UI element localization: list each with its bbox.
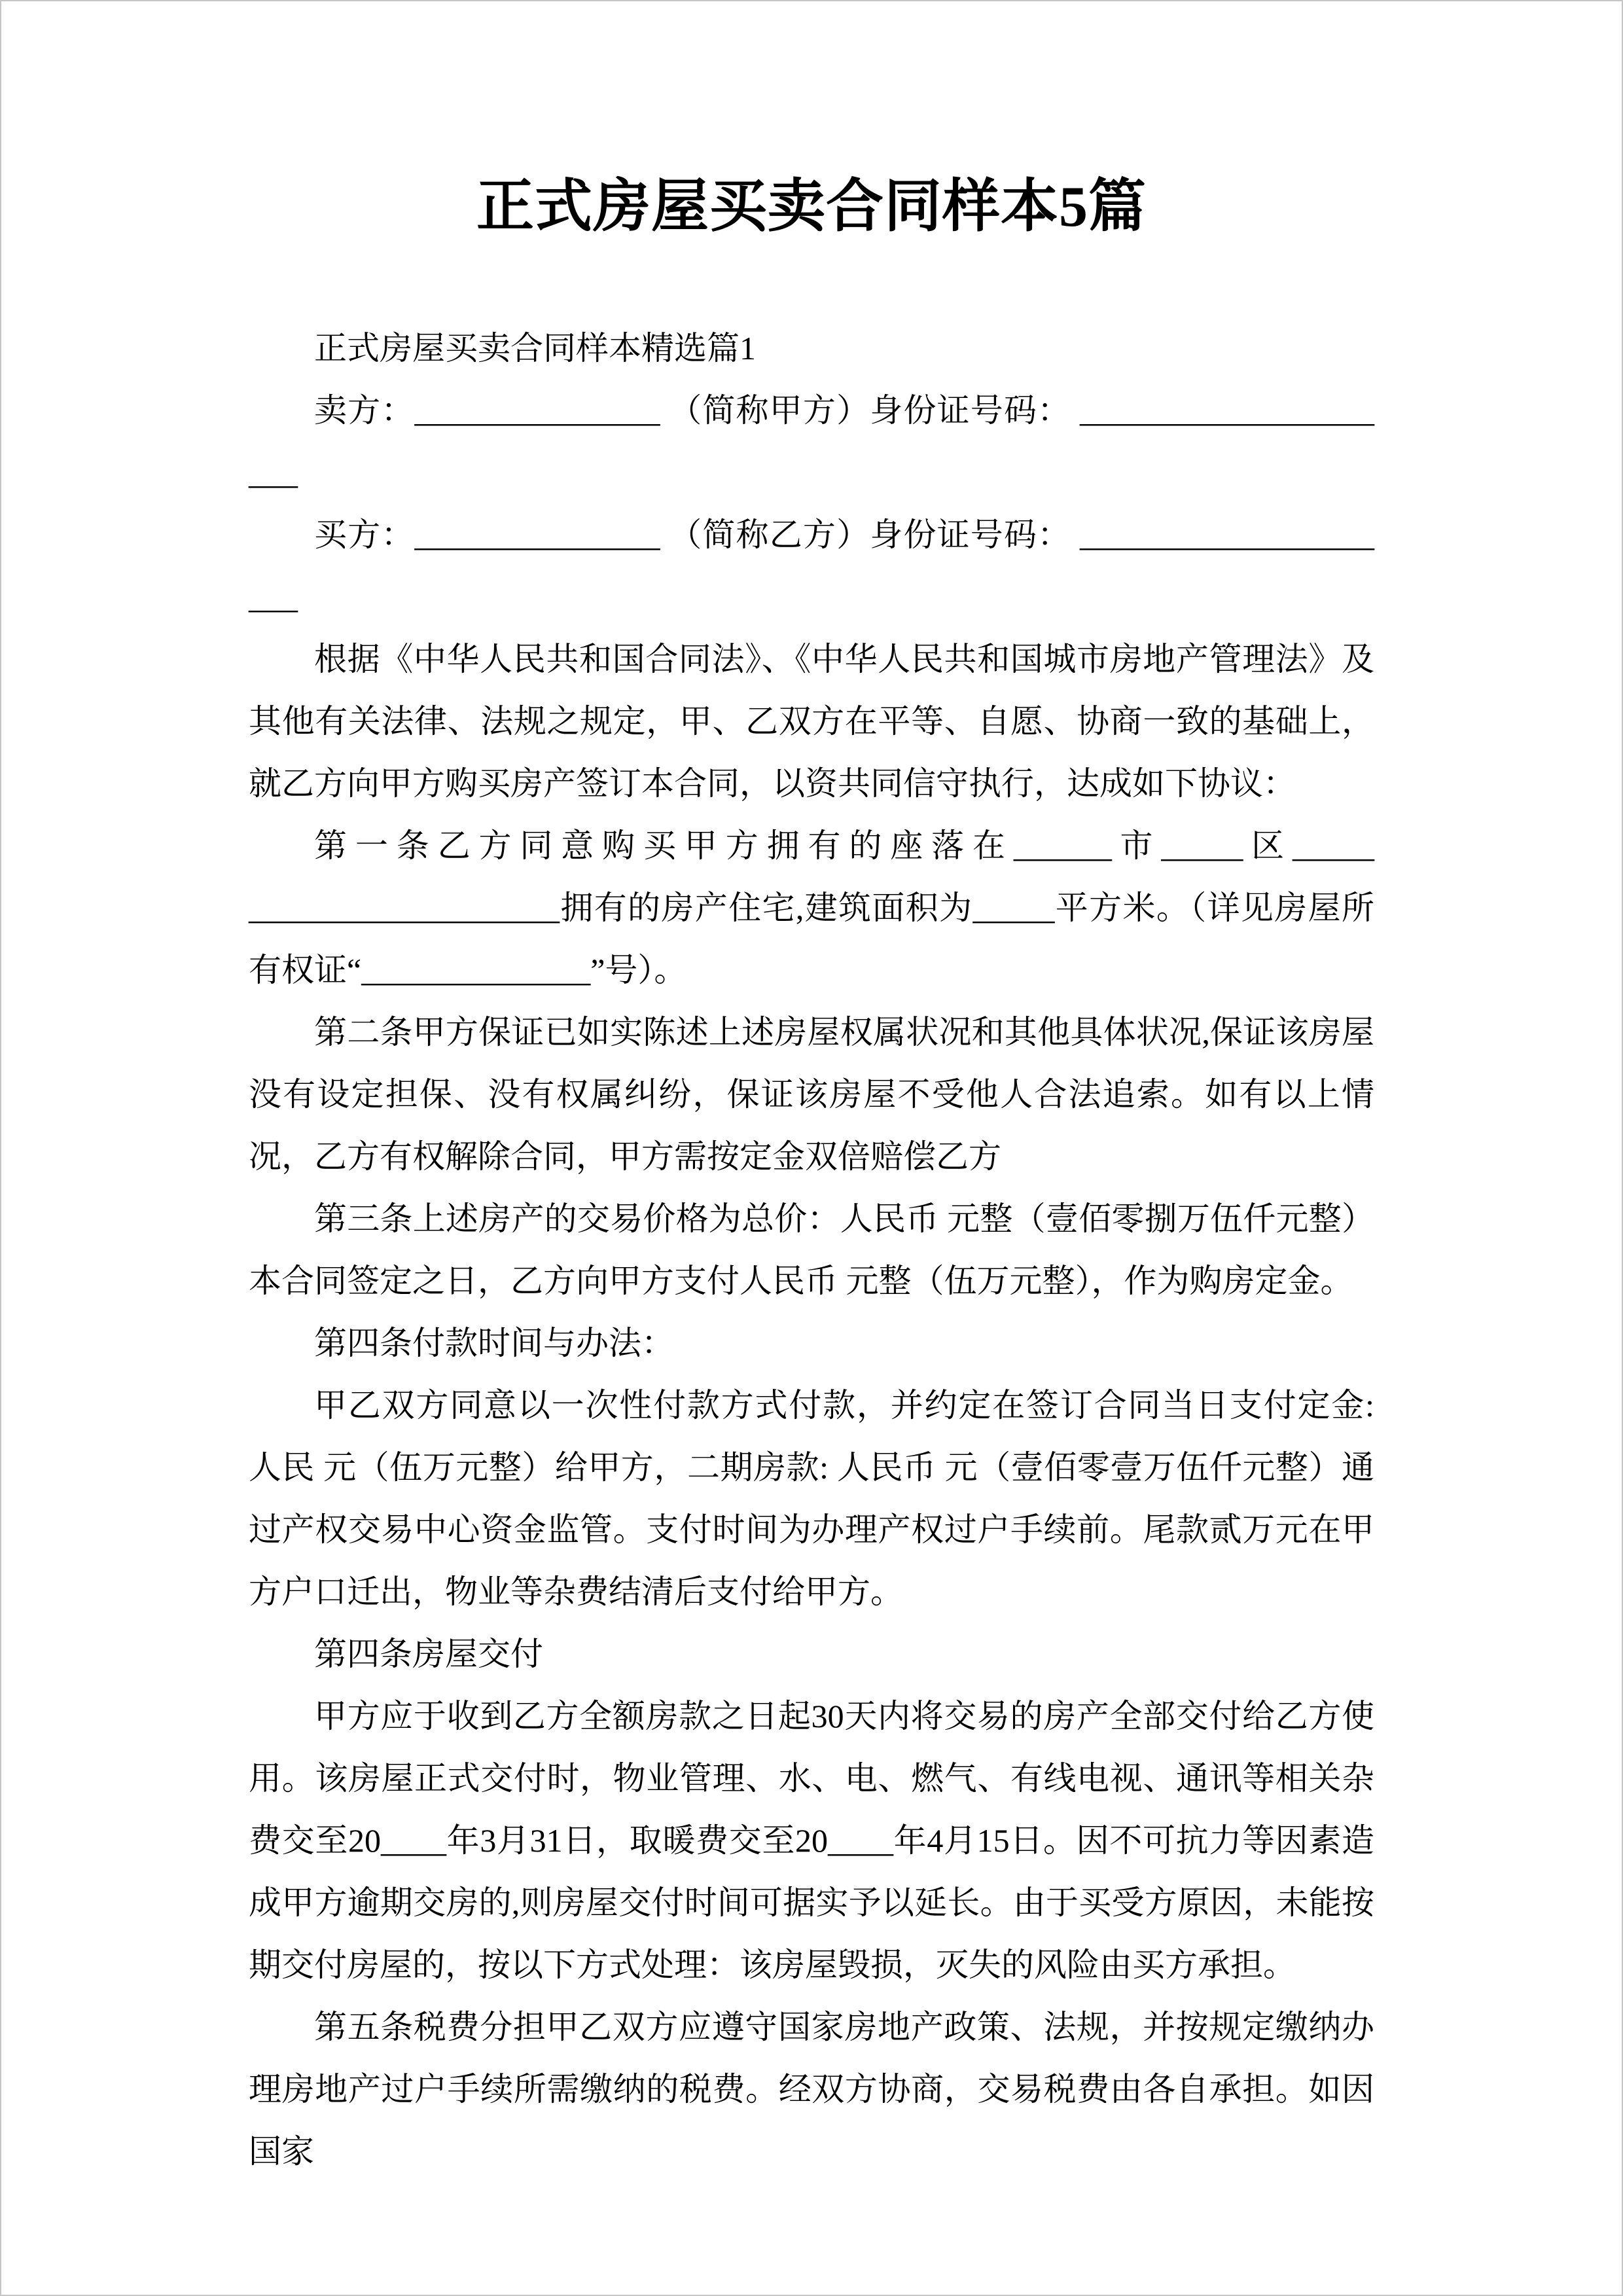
paragraph-section-heading: 正式房屋买卖合同样本精选篇1 (314, 330, 756, 367)
paragraph-buyer-line: 买方：_______________ （简称乙方）身份证号码： _____________________ (249, 516, 1374, 615)
document-body (249, 317, 1374, 2183)
paragraph-seller-line: 卖方：_______________ （简称甲方）身份证号码： _____________________ (249, 392, 1374, 491)
document-content (1, 1, 1622, 2183)
paragraph-preamble: 根据《中华人民共和国合同法》、《中华人民共和国城市房地产管理法》及其他有关法律、法规之规定，甲、乙双方在平等、自愿、协商一致的基础上，就乙方向甲方购买房产签订本合同，以资共同信守执行，达成如下协议： (249, 641, 1374, 802)
paragraph-article-2: 第二条甲方保证已如实陈述上述房屋权属状况和其他具体状况,保证该房屋没有设定担保、没有权属纠纷，保证该房屋不受他人合法追索。如有以上情况，乙方有权解除合同，甲方需按定金双倍赔偿乙方 (249, 1014, 1374, 1175)
document-title: 正式房屋买卖合同样本5篇 (476, 175, 1147, 239)
paragraph-article-4-payment-heading: 第四条付款时间与办法： (314, 1325, 674, 1361)
paragraph-article-4-delivery-terms: 甲方应于收到乙方全额房款之日起30天内将交易的房产全部交付给乙方使用。该房屋正式交付时，物业管理、水、电、燃气、有线电视、通讯等相关杂费交至20____年3月31日，取暖费交至20____年4月15日。因不可抗力等因素造成甲方逾期交房的,则房屋交付时间可据实予以延长。由于买受方原因，未能按期交付房屋的，按以下方式处理：该房屋毁损，灭失的风险由买方承担。 (249, 1698, 1374, 1983)
paragraph-article-4-delivery-heading: 第四条房屋交付 (314, 1636, 543, 1672)
paragraph-article-4-payment-terms: 甲乙双方同意以一次性付款方式付款，并约定在签订合同当日支付定金: 人民 元（伍万元整）给甲方，二期房款: 人民币 元（壹佰零壹万伍仟元整）通过产权交易中心资金监管。支付时间为办理产权过户手续前。尾款贰万元在甲方户口迁出，物业等杂费结清后支付给甲方。 (249, 1387, 1374, 1610)
paragraph-article-5-taxes: 第五条税费分担甲乙双方应遵守国家房地产政策、法规，并按规定缴纳办理房地产过户手续所需缴纳的税费。经双方协商，交易税费由各自承担。如因国家 (249, 2009, 1374, 2170)
paragraph-article-1: 第 一 条 乙 方 同 意 购 买 甲 方 拥 有 的 座 落 在 ______ 市 _____ 区 ________________________拥有的房产住宅,建筑面积为_____平方米。（详见房屋所有权证“______________”号）。 (249, 827, 1374, 988)
paragraph-article-3: 第三条上述房产的交易价格为总价：人民币 元整（壹佰零捌万伍仟元整）本合同签定之日，乙方向甲方支付人民币 元整（伍万元整），作为购房定金。 (249, 1200, 1374, 1299)
